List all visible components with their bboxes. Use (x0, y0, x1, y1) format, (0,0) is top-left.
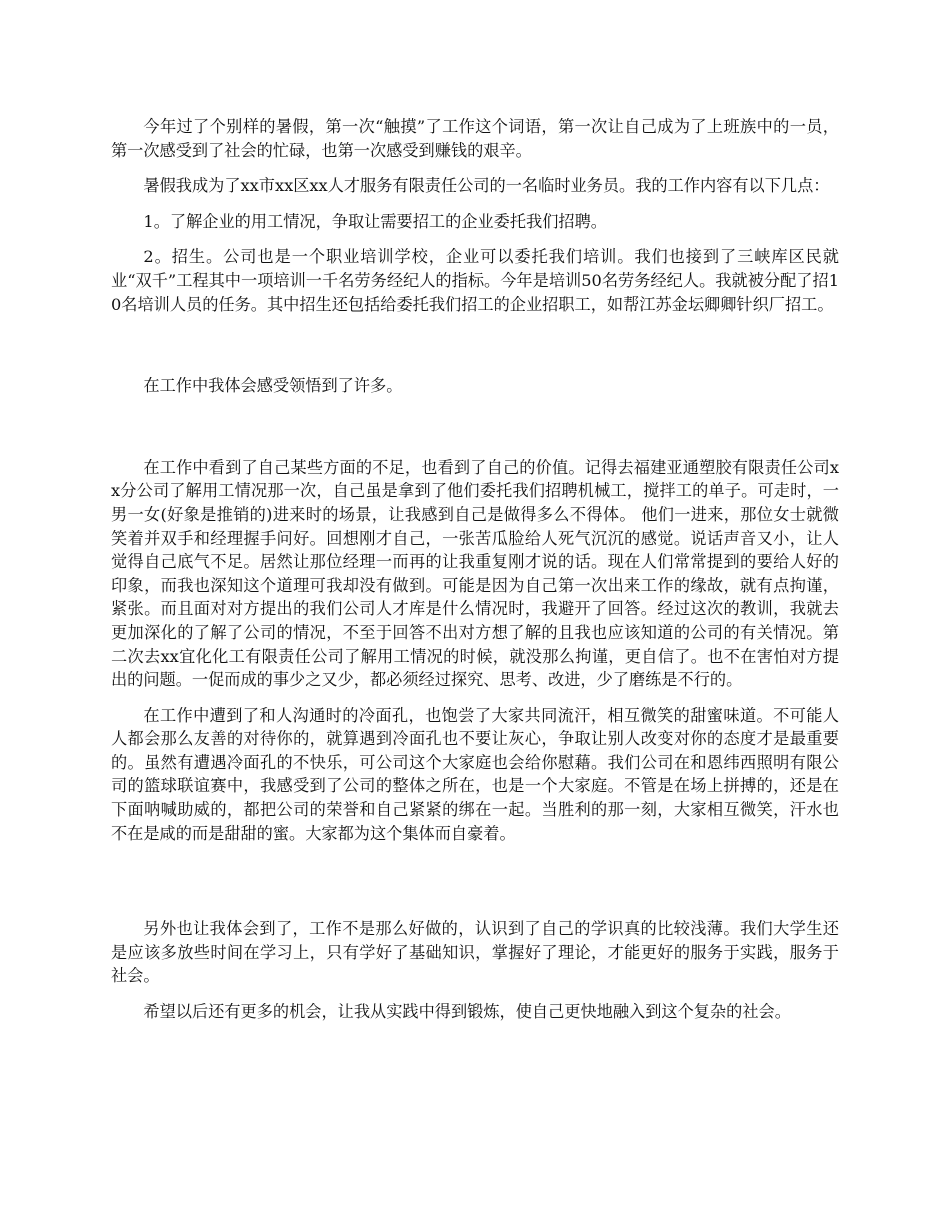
paragraph-task-1: 1。了解企业的用工情况，争取让需要招工的企业委托我们招聘。 (143, 211, 607, 231)
blank-space (111, 857, 839, 917)
paragraph-task-2: 2。招生。公司也是一个职业培训学校，企业可以委托我们培训。我们也接到了三峡库区民就业“双千”工程其中一项培训一千名劳务经纪人的指标。今年是培训50名劳务经纪人。我就被分配了招10名培训人员的任务。其中招生还包括给委托我们招工的企业招职工，如帮江苏金坛卿卿针织厂招工。 (111, 247, 839, 314)
document-page (111, 115, 839, 1036)
blank-space (111, 328, 839, 374)
blank-space (111, 410, 839, 456)
paragraph-job-description: 暑假我成为了xx市xx区xx人才服务有限责任公司的一名临时业务员。我的工作内容有以下几点： (143, 176, 830, 196)
paragraph-lessons-heading: 在工作中我体会感受领悟到了许多。 (143, 376, 403, 396)
paragraph-study: 另外也让我体会到了，工作不是那么好做的，认识到了自己的学识真的比较浅薄。我们大学生还是应该多放些时间在学习上，只有学好了基础知识，掌握好了理论，才能更好的服务于实践，服务于社会。 (111, 919, 839, 986)
paragraph-intro: 今年过了个别样的暑假，第一次“触摸”了工作这个词语，第一次让自己成为了上班族中的一员，第一次感受到了社会的忙碌，也第一次感受到赚钱的艰辛。 (111, 117, 839, 160)
paragraph-hope: 希望以后还有更多的机会，让我从实践中得到锻炼，使自己更快地融入到这个复杂的社会。 (143, 1002, 791, 1022)
paragraph-communication: 在工作中遭到了和人沟通时的冷面孔，也饱尝了大家共同流汗，相互微笑的甜蜜味道。不可能人人都会那么友善的对待你的，就算遇到冷面孔也不要让灰心，争取让别人改变对你的态度才是最重要的。虽然有遭遇冷面孔的不快乐，可公司这个大家庭也会给你慰藉。我们公司在和恩纬西照明有限公司的篮球联谊赛中，我感受到了公司的整体之所在，也是一个大家庭。不管是在场上拼搏的，还是在下面呐喊助威的，都把公司的荣誉和自己紧紧的绑在一起。当胜利的那一刻，大家相互微笑，汗水也不在是咸的而是甜甜的蜜。大家都为这个集体而自豪着。 (111, 705, 839, 843)
paragraph-shortcomings: 在工作中看到了自己某些方面的不足，也看到了自己的价值。记得去福建亚通塑胶有限责任公司xx分公司了解用工情况那一次，自己虽是拿到了他们委托我们招聘机械工，搅拌工的单子。可走时，一男一女(好象是推销的)进来时的场景，让我感到自己是做得多么不得体。 他们一进来，那位女士就微笑着并双手和经理握手问好。回想刚才自己，一张苦瓜脸给人死气沉沉的感觉。说话声音又小，让人觉得自己底气不足。居然让那位经理一而再的让我重复刚才说的话。现在人们常常提到的要给人好的印象，而我也深知这个道理可我却没有做到。可能是因为自己第一次出来工作的缘故，就有点拘谨，紧张。而且面对对方提出的我们公司人才库是什么情况时，我避开了回答。经过这次的教训，我就去更加深化的了解了公司的情况，不至于回答不出对方想了解的且我也应该知道的公司的有关情况。第二次去xx宜化化工有限责任公司了解用工情况的时候，就没那么拘谨，更自信了。也不在害怕对方提出的问题。一促而成的事少之又少，都必须经过探究、思考、改进，少了磨练是不行的。 (111, 457, 839, 690)
